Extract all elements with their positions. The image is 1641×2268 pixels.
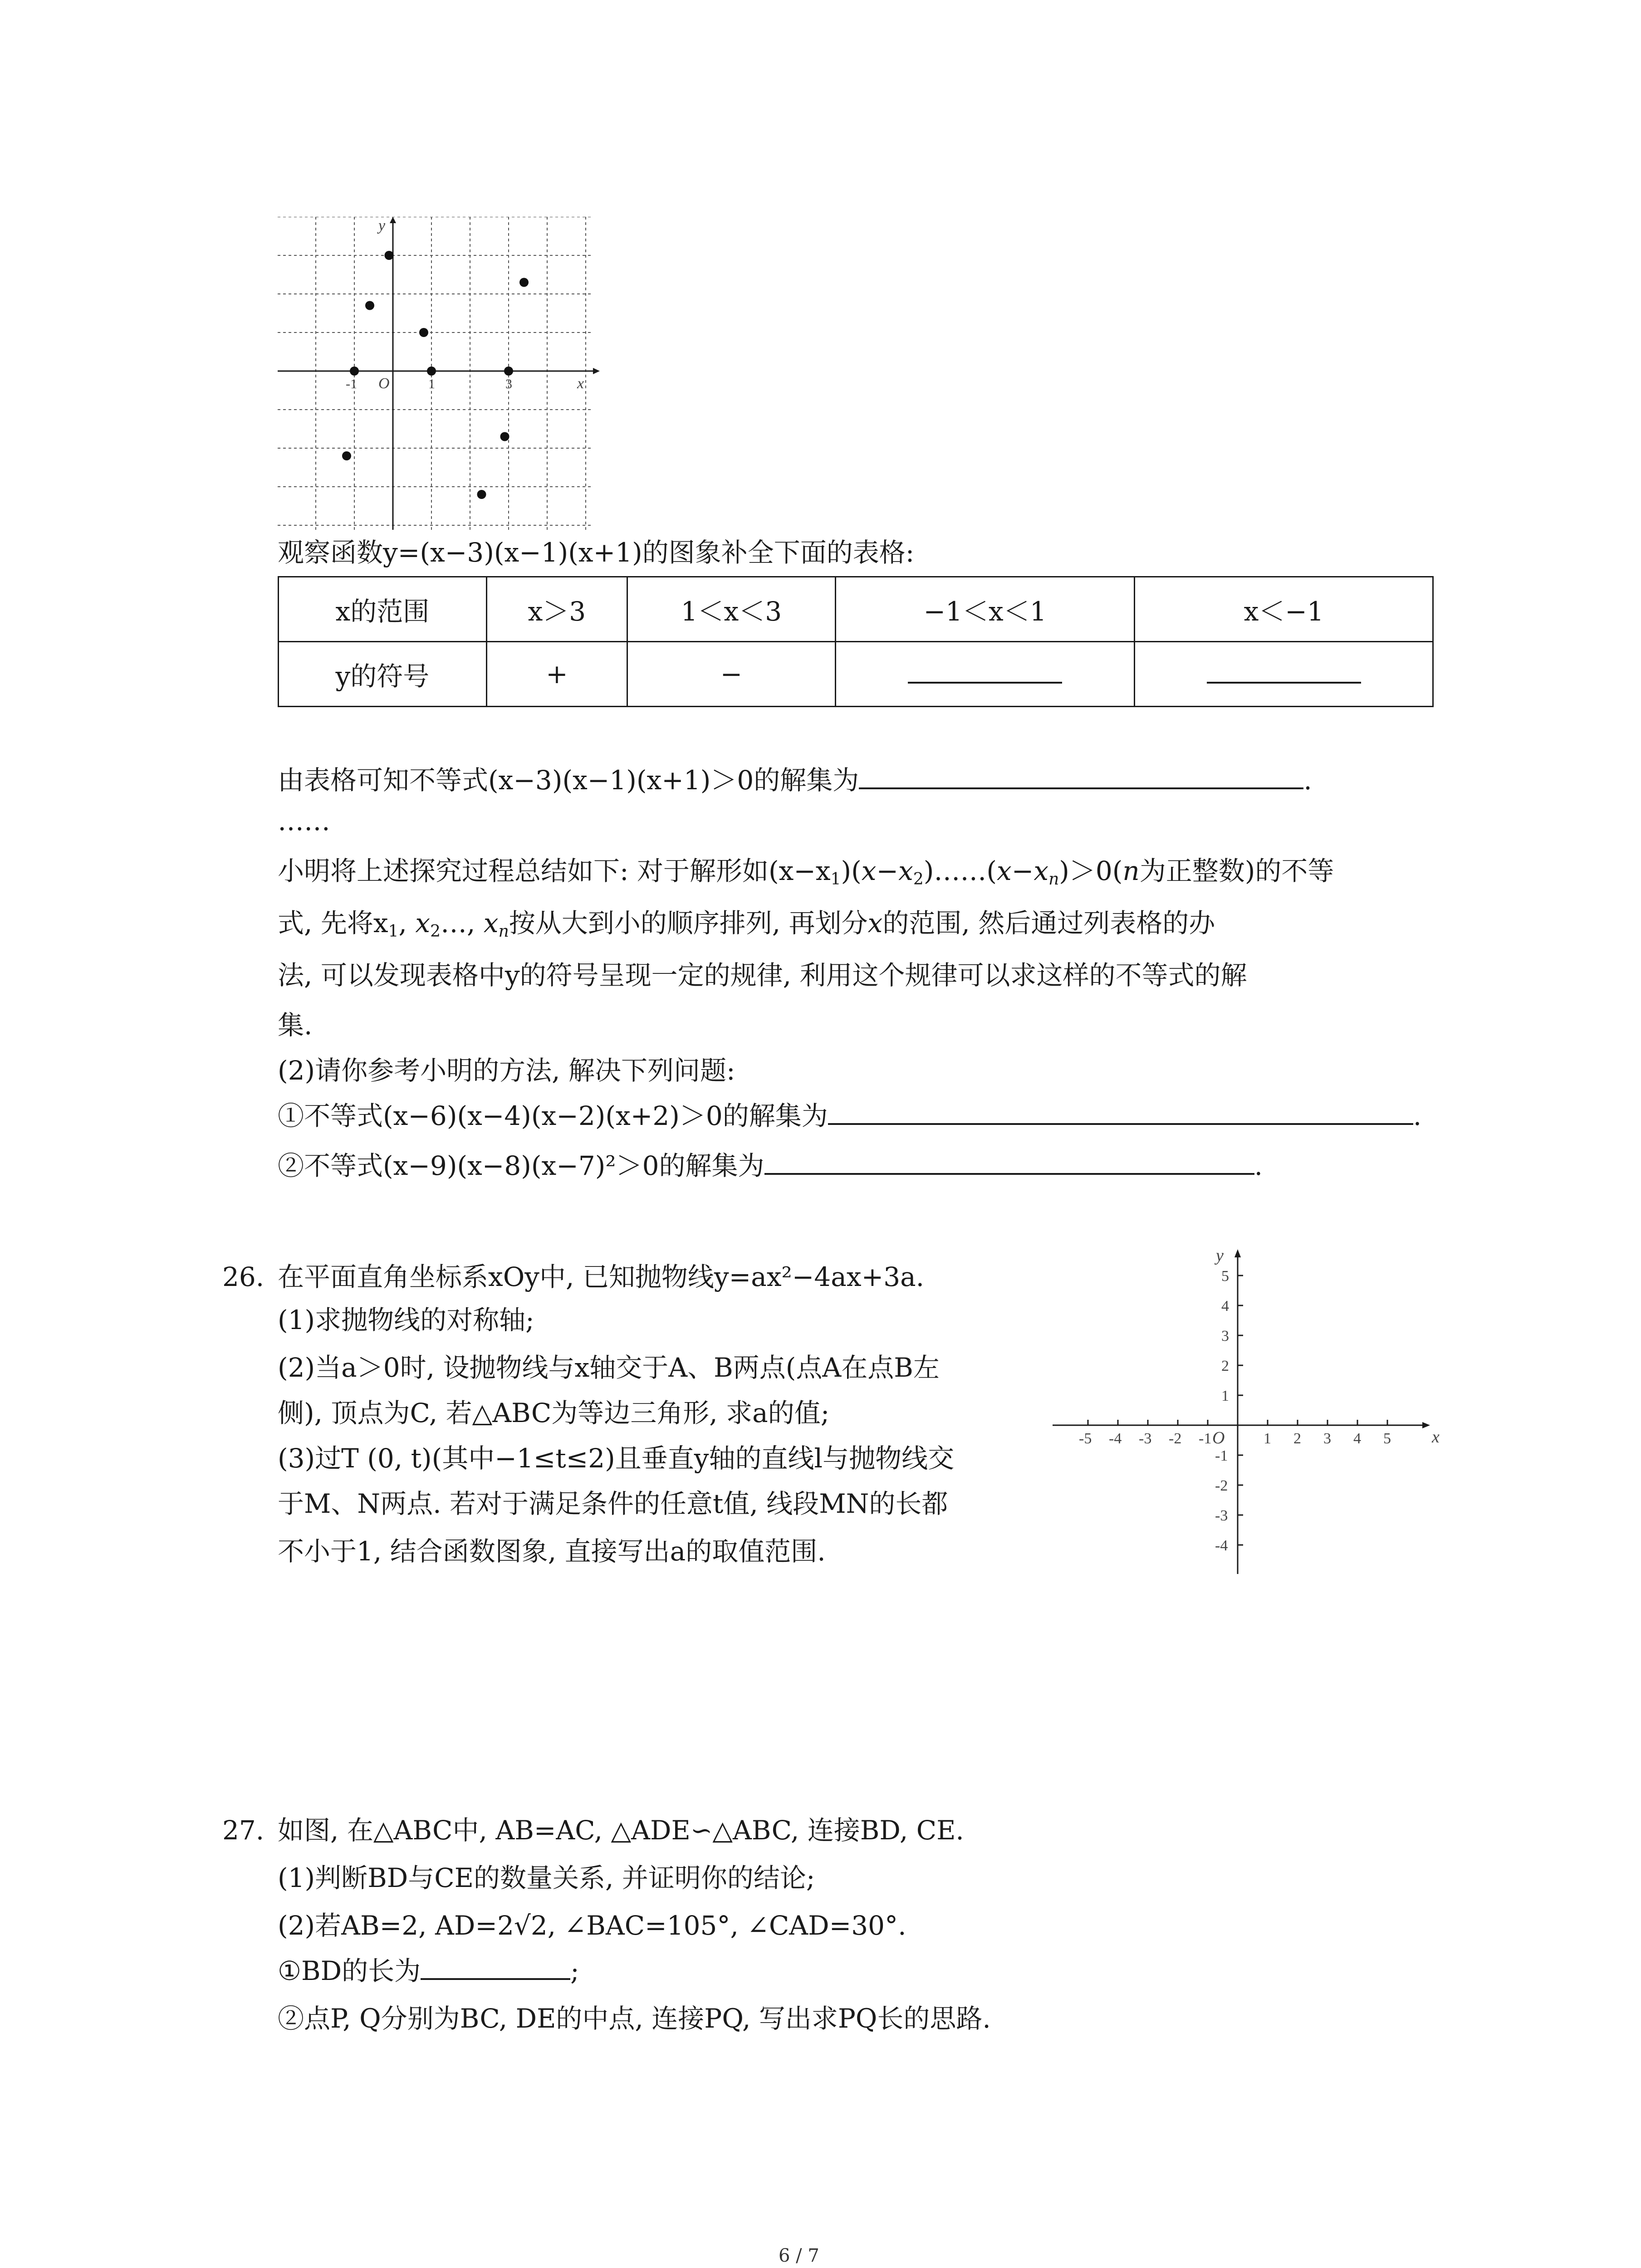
- x-tick-label: -1: [1199, 1430, 1212, 1447]
- table-row: [279, 577, 1433, 642]
- data-point: [504, 367, 513, 376]
- part2-prompt: (2)请你参考小明的方法, 解决下列问题:: [278, 1055, 735, 1086]
- subquestion-2: ②不等式(x−9)(x−8)(x−7)²＞0的解集为 .: [278, 1150, 1263, 1181]
- axis-ticks: [1079, 1268, 1391, 1554]
- ellipsis: ……: [278, 806, 330, 836]
- q27-number: 27.: [222, 1815, 265, 1846]
- function-graph-points: [278, 217, 600, 530]
- table-cell: 1＜x＜3: [627, 577, 836, 642]
- q26-line: (3)过T (0, t)(其中−1≤t≤2)且垂直y轴的直线l与抛物线交: [278, 1443, 955, 1474]
- y-tick-label: 4: [1221, 1298, 1229, 1315]
- origin-label: O: [378, 375, 390, 392]
- x-tick-label: 3: [1323, 1430, 1331, 1447]
- x-axis: [278, 368, 600, 374]
- q27-line: (1)判断BD与CE的数量关系, 并证明你的结论;: [278, 1862, 815, 1893]
- data-point: [385, 251, 394, 260]
- table-cell: x＜−1: [1135, 577, 1433, 642]
- x-tick-label: 1: [1264, 1430, 1271, 1447]
- x-tick-label: -4: [1109, 1430, 1122, 1447]
- x-axis: [1053, 1422, 1430, 1428]
- table-cell: +: [486, 642, 627, 707]
- q27-line: ①BD的长为 ;: [278, 1955, 579, 1986]
- y-tick-label: -2: [1215, 1477, 1228, 1494]
- answer-blank[interactable]: [1207, 658, 1361, 684]
- y-axis-label: y: [378, 217, 386, 234]
- subquestion-1: ①不等式(x−6)(x−4)(x−2)(x+2)＞0的解集为 .: [278, 1100, 1422, 1131]
- answer-blank-cell[interactable]: [835, 642, 1135, 707]
- tick-label-1: 1: [428, 376, 435, 391]
- coordinate-axes: [1053, 1247, 1443, 1574]
- q27-line: (2)若AB=2, AD=2√2, ∠BAC=105°, ∠CAD=30°.: [278, 1910, 906, 1941]
- x-tick-label: -2: [1169, 1430, 1182, 1447]
- inequality-line: 由表格可知不等式(x−3)(x−1)(x+1)＞0的解集为 .: [278, 765, 1312, 796]
- data-point: [477, 490, 486, 499]
- tick-label-neg1: -1: [346, 376, 357, 391]
- table-cell: x的范围: [279, 577, 487, 642]
- summary-line-2: 式, 先将$x_1$, $x_2\dots$, $x_n$按从大到小的顺序排列, 再划分x的范围, 然后通过列表格的办: [278, 908, 1215, 941]
- y-tick-label: 2: [1221, 1358, 1229, 1374]
- data-point: [519, 278, 529, 287]
- y-axis: [390, 217, 396, 530]
- y-tick-label: -4: [1215, 1537, 1228, 1554]
- x-tick-label: -5: [1079, 1430, 1092, 1447]
- data-point: [342, 451, 351, 460]
- answer-blank[interactable]: [828, 1100, 1413, 1125]
- sign-table: [278, 576, 1434, 707]
- answer-blank[interactable]: [859, 764, 1303, 789]
- observe-text: 观察函数y=(x−3)(x−1)(x+1)的图象补全下面的表格:: [278, 537, 915, 568]
- q27-line: ②点P, Q分别为BC, DE的中点, 连接PQ, 写出求PQ长的思路.: [278, 2003, 991, 2034]
- data-point: [350, 367, 359, 376]
- answer-blank[interactable]: [421, 1955, 570, 1980]
- q26-line: (1)求抛物线的对称轴;: [278, 1305, 534, 1335]
- y-axis: [1234, 1249, 1241, 1574]
- table-cell: −: [627, 642, 836, 707]
- y-tick-label: -3: [1215, 1507, 1228, 1524]
- page-number: 6 / 7: [779, 2245, 819, 2266]
- y-tick-label: 5: [1221, 1268, 1229, 1285]
- answer-blank[interactable]: [908, 658, 1062, 684]
- q26-line: (2)当a＞0时, 设抛物线与x轴交于A、B两点(点A在点B左: [278, 1352, 940, 1383]
- summary-line-1: 小明将上述探究过程总结如下: 对于解形如$(x-x_1)(x-x_2)\dots\dots(x-x_n)>0(n$为正整数)的不等: [278, 855, 1334, 889]
- q26-line: 于M、N两点. 若对于满足条件的任意t值, 线段MN的长都: [278, 1488, 948, 1519]
- x-axis-label: x: [1432, 1427, 1440, 1447]
- summary-line-3: 法, 可以发现表格中y的符号呈现一定的规律, 利用这个规律可以求这样的不等式的解: [278, 960, 1247, 991]
- y-axis-label: y: [1216, 1247, 1224, 1265]
- y-tick-label: -1: [1215, 1447, 1228, 1464]
- data-point: [427, 367, 436, 376]
- q26-line: 在平面直角坐标系xOy中, 已知抛物线y=ax²−4ax+3a.: [278, 1261, 925, 1292]
- table-row: [279, 642, 1433, 707]
- x-axis-label: x: [577, 375, 584, 392]
- x-tick-label: 5: [1383, 1430, 1391, 1447]
- data-point: [500, 432, 509, 441]
- q26-number: 26.: [222, 1261, 265, 1292]
- table-cell: −1＜x＜1: [835, 577, 1135, 642]
- x-tick-label: 2: [1293, 1430, 1301, 1447]
- table-cell: y的符号: [279, 642, 487, 707]
- origin-label: O: [1212, 1428, 1225, 1447]
- q26-line: 侧), 顶点为C, 若△ABC为等边三角形, 求a的值;: [278, 1398, 830, 1428]
- summary-line-4: 集.: [278, 1010, 313, 1041]
- x-tick-label: 4: [1353, 1430, 1361, 1447]
- data-point: [365, 301, 374, 310]
- x-tick-label: -3: [1139, 1430, 1152, 1447]
- y-tick-label: 1: [1221, 1388, 1229, 1404]
- data-point: [419, 328, 428, 337]
- tick-label-3: 3: [505, 376, 512, 391]
- data-points: [342, 251, 529, 499]
- q26-line: 不小于1, 结合函数图象, 直接写出a的取值范围.: [278, 1536, 826, 1567]
- q27-line: 如图, 在△ABC中, AB=AC, △ADE∽△ABC, 连接BD, CE.: [278, 1815, 964, 1846]
- answer-blank[interactable]: [764, 1149, 1254, 1175]
- table-cell: x＞3: [486, 577, 627, 642]
- y-tick-label: 3: [1221, 1328, 1229, 1344]
- answer-blank-cell[interactable]: [1135, 642, 1433, 707]
